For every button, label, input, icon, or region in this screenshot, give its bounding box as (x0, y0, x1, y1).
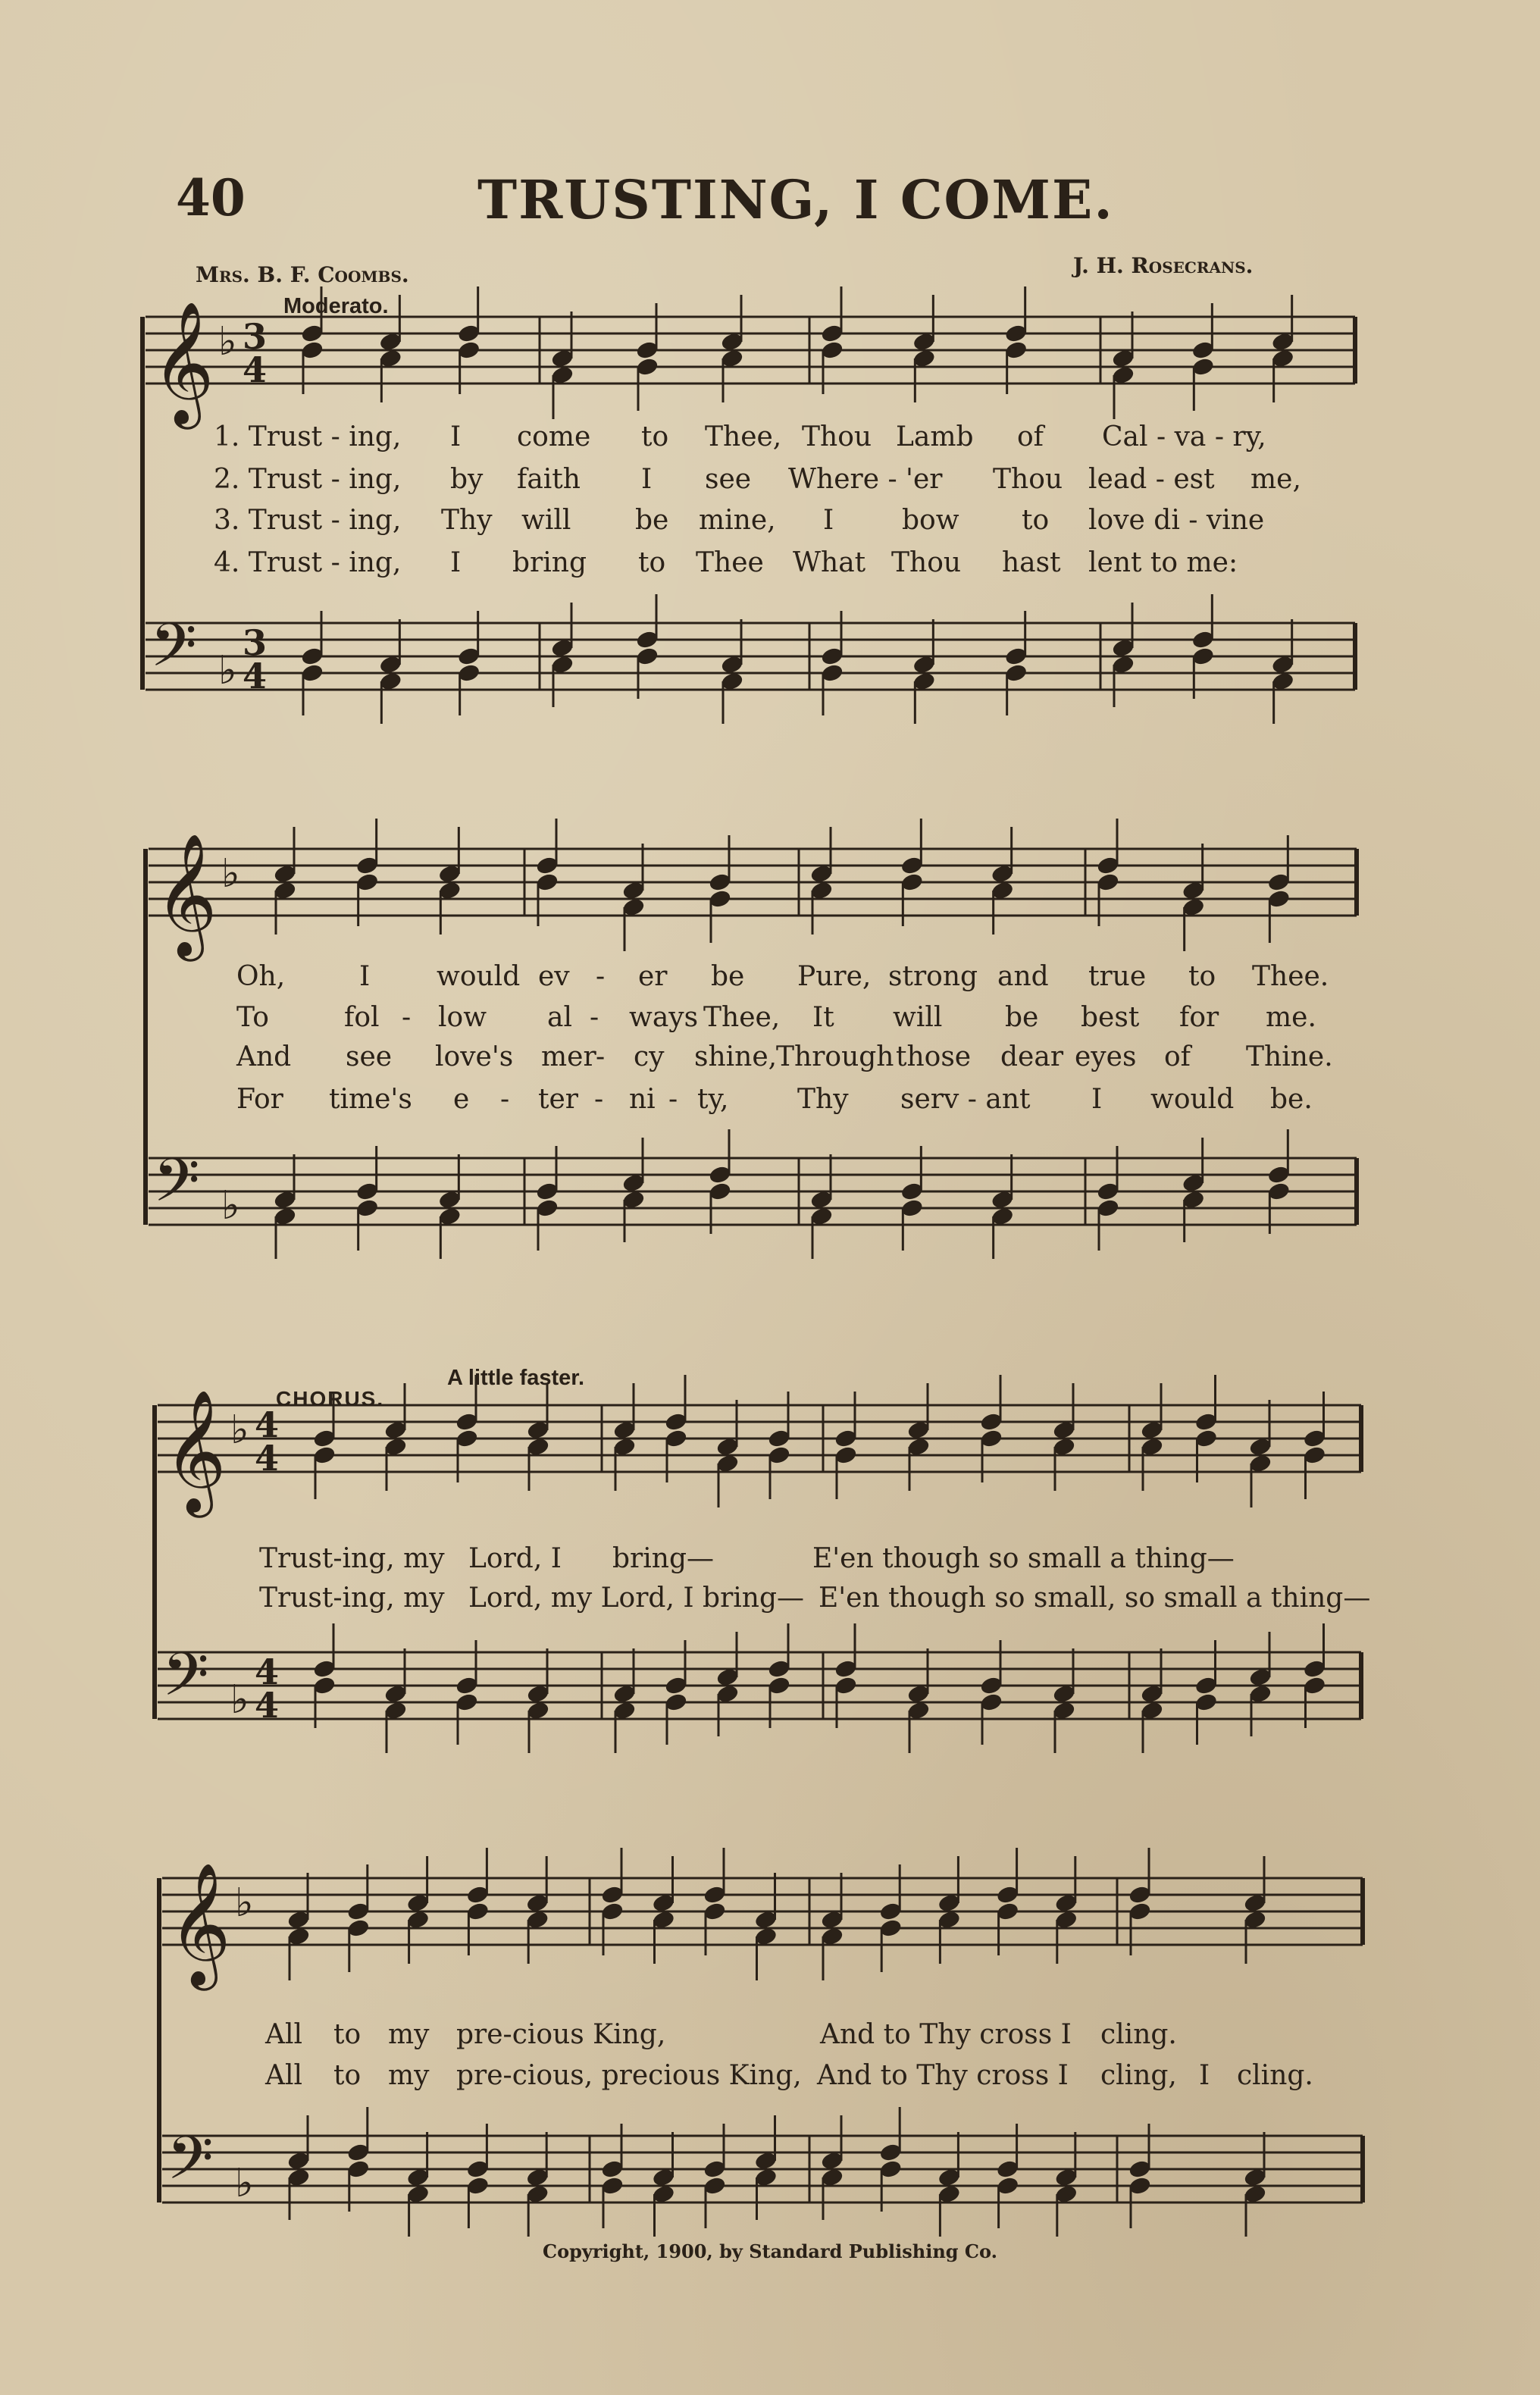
system1-treble-clef-icon: 𝄞 (152, 301, 214, 424)
system3-treble-flat-icon: ♭ (230, 1407, 249, 1453)
chorus-tempo-marking: A little faster. (447, 1366, 585, 1390)
system1-time-signature-top: 3 (243, 622, 268, 663)
chorus-label: CHORUS. (276, 1387, 385, 1410)
system1-time-signature-top: 3 (243, 316, 268, 357)
system4-bass-flat-icon: ♭ (235, 2161, 254, 2206)
hymn-title: TRUSTING, I COME. (477, 168, 1114, 231)
system2-treble-clef-icon: 𝄞 (155, 833, 218, 956)
tempo-marking: Moderato. (283, 294, 389, 318)
system1-bass-flat-icon: ♭ (218, 648, 237, 693)
system4-treble-clef-icon: 𝄞 (168, 1862, 231, 1986)
system3-bass-flat-icon: ♭ (230, 1677, 249, 1723)
system4-bass-clef-icon: 𝄢 (167, 2123, 214, 2208)
system1-bass-clef-icon: 𝄢 (150, 610, 197, 695)
system2-bass-clef-icon: 𝄢 (153, 1145, 200, 1230)
system3-time-signature-top: 4 (255, 1404, 280, 1445)
system3-time-signature-top: 4 (255, 1651, 280, 1692)
system3-bass-clef-icon: 𝄢 (162, 1639, 209, 1724)
system4-treble-flat-icon: ♭ (235, 1880, 254, 1926)
composer-credit: J. H. Rosecrans. (1073, 253, 1254, 278)
lyricist-credit: Mrs. B. F. Coombs. (196, 262, 409, 287)
copyright-notice: Copyright, 1900, by Standard Publishing Co. (543, 2240, 997, 2262)
system3-treble-clef-icon: 𝄞 (164, 1389, 227, 1513)
page-number: 40 (176, 168, 246, 227)
system1-treble-flat-icon: ♭ (218, 319, 237, 365)
system1-time-signature-bottom: 4 (243, 656, 268, 697)
system3-time-signature-bottom: 4 (255, 1438, 280, 1479)
system3-time-signature-bottom: 4 (255, 1685, 280, 1726)
system2-treble-flat-icon: ♭ (221, 851, 240, 897)
system1-time-signature-bottom: 4 (243, 349, 268, 390)
system2-bass-flat-icon: ♭ (221, 1183, 240, 1229)
